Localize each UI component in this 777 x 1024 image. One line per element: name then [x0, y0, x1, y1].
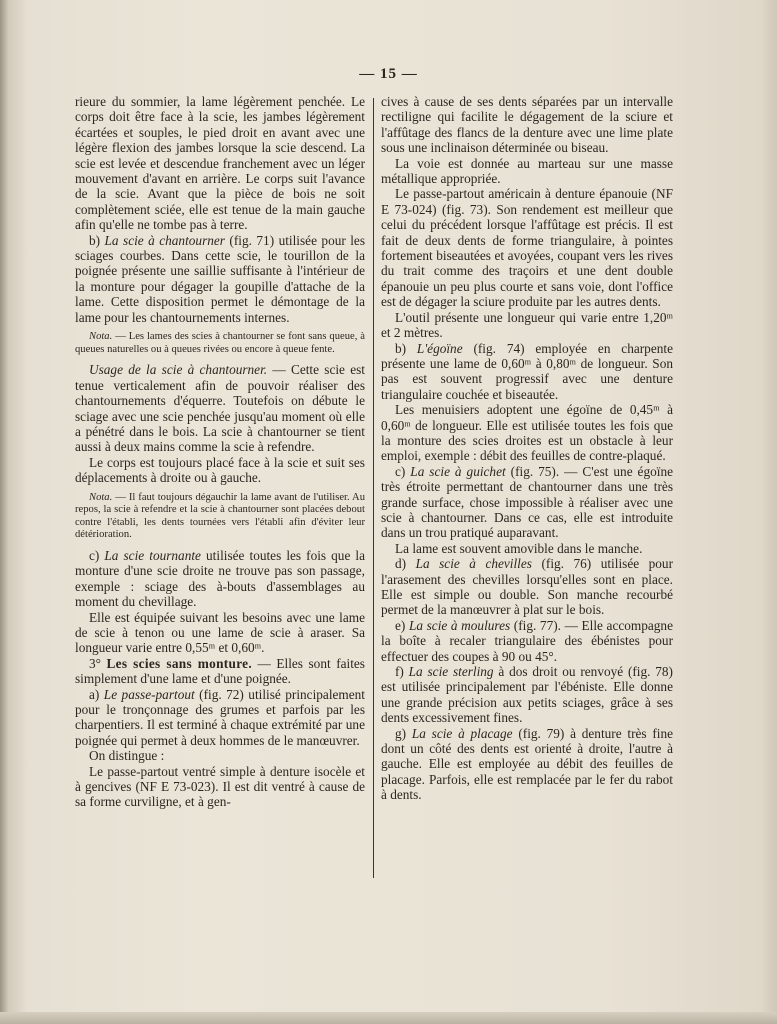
paragraph: Les menuisiers adoptent une égoïne de 0,45ᵐ à 0,60ᵐ de longueur. Elle est utilisée toutes les fois que la monture des scies droites est un obstacle à leur emploi, exemple : débit des feuilles de contre-plaqué. [381, 402, 673, 464]
column-divider [373, 98, 374, 878]
paragraph: Le passe-partout ventré simple à denture isocèle et à gencives (NF E 73-023). Il est dit ventré à cause de sa forme curviligne, et à gen- [75, 763, 365, 810]
page-number: — 15 — [359, 66, 418, 82]
paragraph-scie-a-guichet: c) La scie à guichet (fig. 75). — C'est une égoïne très étroite permettant de chantourner dans une très grande surface, chose impossible à réaliser avec une scie à chantourner. Dans ce cas, elle est introduite dans un trou pratiqué auparavant. [381, 463, 673, 541]
page-bottom-edge [0, 1012, 777, 1024]
paragraph: La voie est donnée au marteau sur une masse métallique appropriée. [381, 155, 673, 187]
paragraph-scie-a-moulures: e) La scie à moulures (fig. 77). — Elle accompagne la boîte à recaler triangulaire des ébénistes pour effectuer des coupes à 90 ou 45°. [381, 617, 673, 664]
paragraph-usage: Usage de la scie à chantourner. — Cette scie est tenue verticalement afin de pouvoir réaliser des chantournements d'équerre. Toutefois on débute le sciage avec une scie penchée jusqu'au moment où elle a pénétré dans le bois. La scie à chantourner se tient aussi à deux mains comme la scie à refendre. [75, 362, 365, 455]
paragraph-scie-a-chevilles: d) La scie à chevilles (fig. 76) utilisée pour l'arasement des chevilles lorsqu'elles sont en place. Elle est simple ou double. Son manche recourbé permet de la manœuvrer à plat sur le bois. [381, 556, 673, 618]
paragraph-scie-a-chantourner: b) La scie à chantourner (fig. 71) utilisée pour les sciages courbes. Dans cette scie, le tourillon de la poignée présente une saillie suffisante à l'intérieur de la monture pour dégager la goupille d'attache de la lame. Cette disposition permet le démontage de la lame pour les chantournements internes. [75, 232, 366, 325]
paragraph-scie-tournante: c) La scie tournante utilisée toutes les fois que la monture d'une scie droite ne trouve pas son passage, exemple : sciage des à-bouts d'assemblages au moment du chevillage. [75, 547, 366, 610]
paragraph-scie-sterling: f) La scie sterling à dos droit ou renvoyé (fig. 78) est utilisée principalement par l'ébéniste. Elle donne une grande précision aux petits sciages, grâce à ses dents excessivement fines. [381, 664, 673, 726]
paragraph: Le corps est toujours placé face à la scie et suit ses déplacements à droite ou à gauche. [75, 454, 365, 486]
paragraph-passe-partout: a) Le passe-partout (fig. 72) utilisé principalement pour le tronçonnage des grumes et parfois par les charpentiers. Il est terminé à chaque extrémité par une poignée qui permet à deux hommes de le manœuvrer. [75, 686, 366, 748]
paragraph-egoine: b) L'égoïne (fig. 74) employée en charpente présente une lame de 0,60ᵐ à 0,80ᵐ de longueur. Son pas est souvent progressif avec une denture triangulaire couchée et biseautée. [381, 340, 673, 402]
note: Nota. — Il faut toujours dégauchir la lame avant de l'utiliser. Au repos, la scie à refendre et la scie à chantourner sont placées debout contre l'établi, les dents tournées vers l'établi afin d'éviter leur détérioration. [75, 491, 365, 541]
note: Nota. — Les lames des scies à chantourner se font sans queue, à queues naturelles ou à queues rivées ou encore à queue fente. [75, 331, 365, 355]
section-heading-scies-sans-monture: 3° Les scies sans monture. — Elles sont faites simplement d'une lame et d'une poignée. [75, 655, 365, 687]
paragraph: La lame est souvent amovible dans le manche. [395, 540, 643, 556]
page-left-edge [0, 0, 8, 1024]
paragraph: On distingue : [89, 748, 165, 764]
paragraph: L'outil présente une longueur qui varie entre 1,20ᵐ et 2 mètres. [381, 309, 673, 341]
paragraph: Le passe-partout américain à denture épanouie (NF E 73-024) (fig. 73). Son rendement est meilleur que celui du précédent lorsque l'affûtage est précis. Il est fait de deux dents de forme triangulaire, à pointes fortement biseautées et avoyées, coupant vers les rives du trait comme des traçoirs et une dent double épanouie un peu plus courte et sans voie, dont l'office est de dégager la sciure produite par les autres dents. [381, 186, 673, 310]
paragraph: cives à cause de ses dents séparées par un intervalle rectiligne qui facilite le dégagement de la sciure et l'affûtage des flancs de la denture avec une lime plate sous une inclinaison déterminée ou biseau. [381, 94, 673, 156]
right-column [381, 94, 673, 803]
paragraph: rieure du sommier, la lame légèrement penchée. Le corps doit être face à la scie, les jambes légèrement écartées et souples, le pied droit en avant avec une légère flexion des jambes lorsque la scie descend. La scie est levée et descendue franchement avec un léger mouvement d'avant en arrière. Le corps suit l'avance de la scie. Avant que la pièce de bois ne soit complètement sciée, elle est tenue de la main gauche afin qu'elle ne tombe pas à terre. [75, 94, 365, 233]
paragraph-scie-a-placage: g) La scie à placage (fig. 79) à denture très fine dont un côté des dents est orienté à droite, l'autre à gauche. Elle est employée au débit des feuilles de placage. Parfois, elle est remplacée par le fer du rabot à dents. [381, 725, 674, 803]
paragraph: Elle est équipée suivant les besoins avec une lame de scie à tenon ou une lame de scie à araser. Sa longueur varie entre 0,55ᵐ et 0,60ᵐ. [75, 609, 365, 656]
left-column [75, 94, 365, 810]
